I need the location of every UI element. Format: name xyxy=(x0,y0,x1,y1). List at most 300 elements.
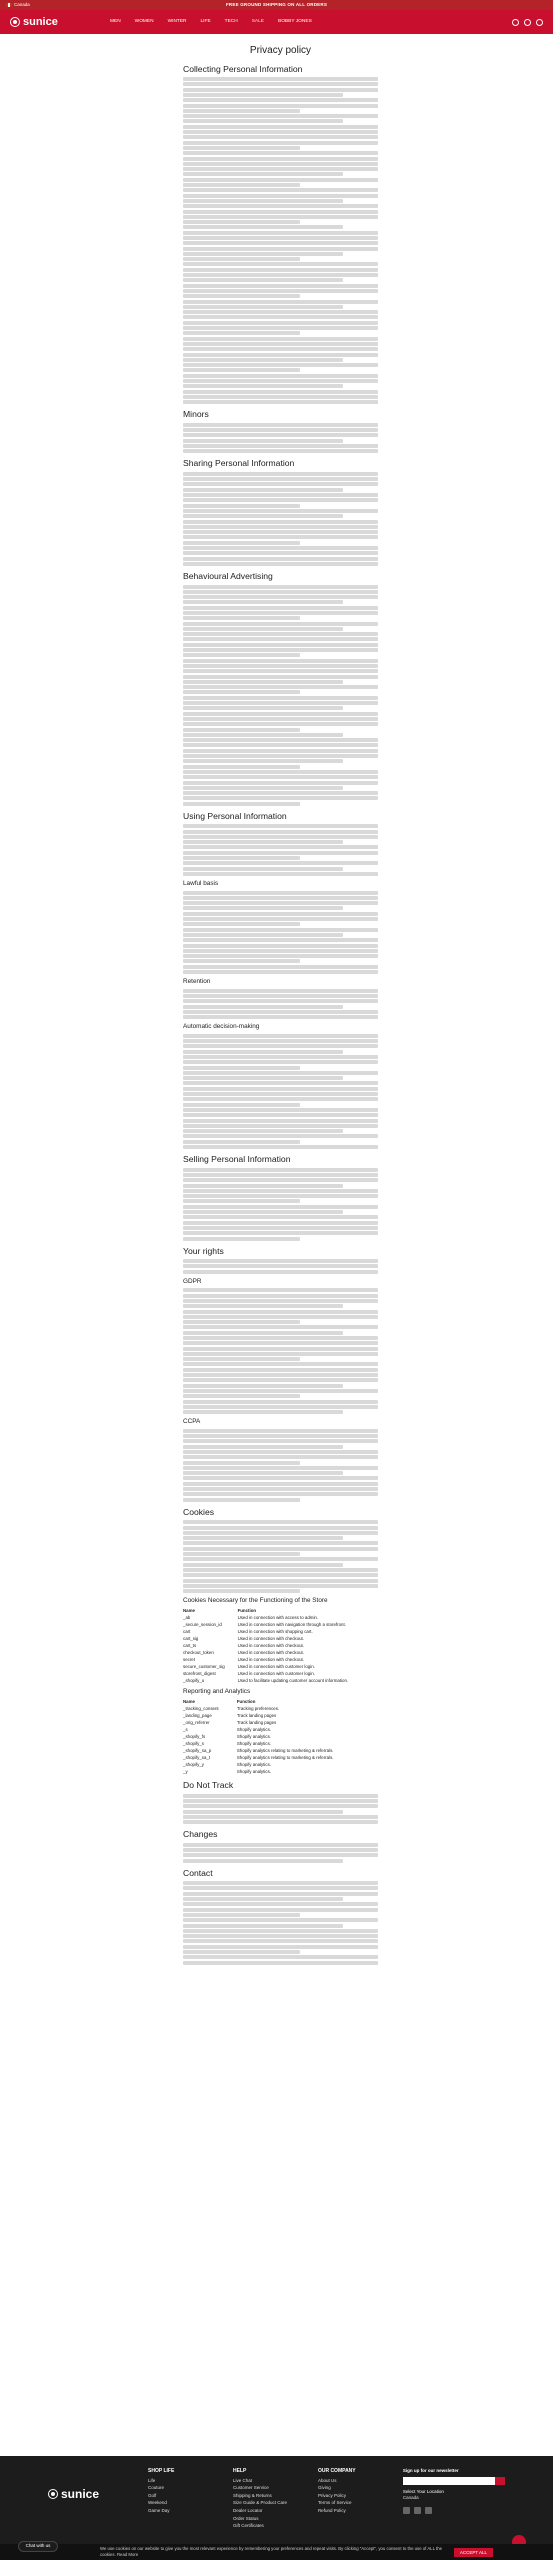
text-line xyxy=(183,477,378,481)
text-line xyxy=(183,675,378,679)
section-body xyxy=(183,891,378,974)
account-icon[interactable] xyxy=(524,19,531,26)
text-line xyxy=(183,1341,378,1345)
footer-link[interactable]: Customer Service xyxy=(232,2485,269,2491)
text-line xyxy=(183,310,378,314)
text-line xyxy=(183,611,378,615)
section-heading: Your rights xyxy=(183,1245,224,1256)
text-line xyxy=(183,1908,378,1912)
text-line xyxy=(183,1221,378,1225)
text-line xyxy=(183,363,378,367)
text-line xyxy=(183,685,378,689)
text-line xyxy=(183,944,378,948)
table-row xyxy=(183,1622,378,1629)
text-line xyxy=(183,1336,378,1340)
header-icons xyxy=(512,19,543,26)
text-line xyxy=(183,759,343,763)
text-line xyxy=(183,472,378,476)
table-row xyxy=(183,1670,378,1677)
text-line xyxy=(183,600,343,604)
section-body xyxy=(183,423,378,453)
text-line xyxy=(183,1373,378,1377)
text-line xyxy=(183,1394,300,1398)
text-line xyxy=(183,861,378,865)
newsletter-submit-button[interactable] xyxy=(495,2477,505,2485)
main-nav xyxy=(110,19,512,25)
text-line xyxy=(183,167,378,171)
footer-link[interactable]: Game Day xyxy=(148,2508,170,2513)
text-line xyxy=(183,1466,378,1470)
canada-flag-icon xyxy=(6,3,12,7)
table-cell: Used in connection with access to admin. xyxy=(237,1615,319,1621)
table-cell: Used in connection with checkout. xyxy=(237,1642,304,1648)
text-line xyxy=(183,1264,378,1268)
search-icon[interactable] xyxy=(512,19,519,26)
text-line xyxy=(183,1194,378,1198)
text-line xyxy=(183,1331,343,1335)
text-line xyxy=(183,1039,378,1043)
text-line xyxy=(183,717,378,721)
table-row xyxy=(183,1713,378,1720)
text-line xyxy=(183,1886,378,1890)
footer-link[interactable]: Shipping & Returns xyxy=(232,2492,272,2498)
table-cell: cart xyxy=(183,1629,191,1635)
table-row xyxy=(183,1629,378,1636)
text-line xyxy=(183,1215,378,1219)
text-line xyxy=(183,1848,378,1852)
text-line xyxy=(183,514,343,518)
text-line xyxy=(183,901,378,905)
text-line xyxy=(183,1173,378,1177)
table-cell: Used in connection with customer login. xyxy=(237,1670,315,1676)
table-row xyxy=(183,1768,378,1775)
text-line xyxy=(183,1913,300,1917)
section-body xyxy=(183,1843,378,1863)
accept-all-button[interactable]: ACCEPT ALL xyxy=(454,2548,493,2557)
text-line xyxy=(183,1455,378,1459)
table-cell: Used in connection with navigation through a storefront. xyxy=(237,1622,346,1628)
text-line xyxy=(183,498,378,502)
text-line xyxy=(183,262,378,266)
table-row xyxy=(183,1677,378,1684)
table-cell: Shopify analytics relating to marketing & referrals. xyxy=(236,1747,334,1753)
text-line xyxy=(183,109,300,113)
text-line xyxy=(183,1092,378,1096)
footer-link[interactable]: Dealer Locator xyxy=(232,2508,263,2513)
text-line xyxy=(183,93,343,97)
instagram-icon[interactable] xyxy=(414,2507,421,2514)
promo-text: FREE GROUND SHIPPING ON ALL ORDERS xyxy=(225,1,328,7)
text-line xyxy=(183,1108,378,1112)
facebook-icon[interactable] xyxy=(403,2507,410,2514)
text-line xyxy=(183,1315,378,1319)
text-line xyxy=(183,1347,378,1351)
text-line xyxy=(183,1119,378,1123)
table-cell: Used in connection with shopping cart. xyxy=(237,1629,313,1635)
text-line xyxy=(183,541,300,545)
table-cell: Shopify analytics. xyxy=(236,1733,272,1739)
text-line xyxy=(183,1536,343,1540)
table-cell: _s xyxy=(183,1726,188,1732)
text-line xyxy=(183,178,378,182)
section-body xyxy=(183,989,378,1019)
text-line xyxy=(183,368,300,372)
text-line xyxy=(183,525,378,529)
cookie-table-necessary xyxy=(183,1608,378,1684)
table-cell: _secure_session_id xyxy=(183,1622,222,1628)
cart-icon[interactable] xyxy=(536,19,543,26)
text-line xyxy=(183,912,378,916)
text-line xyxy=(183,342,378,346)
text-line xyxy=(183,305,343,309)
text-line xyxy=(183,954,378,958)
announcement-bar xyxy=(0,0,553,10)
text-line xyxy=(183,999,378,1003)
table-cell: Shopify analytics. xyxy=(236,1761,272,1767)
table-cell: Shopify analytics. xyxy=(236,1726,272,1732)
footer-link[interactable]: Order Status xyxy=(232,2515,259,2521)
text-line xyxy=(183,1129,343,1133)
section-body xyxy=(183,1168,378,1241)
table-cell: Used in connection with checkout. xyxy=(237,1636,304,1641)
footer-link[interactable]: Terms of Service xyxy=(317,2500,352,2506)
text-line xyxy=(183,1199,300,1203)
text-line xyxy=(183,162,378,166)
section-heading: Sharing Personal Information xyxy=(183,458,295,469)
text-line xyxy=(183,337,378,341)
text-line xyxy=(183,1288,378,1292)
footer-col-help: HELP Live Chat Customer Service Shipping & Returns Size Guide & Product Care Dealer Locator Order Status Gift Certificates xyxy=(233,2468,298,2531)
footer-link[interactable]: Live Chat xyxy=(232,2477,252,2483)
text-line xyxy=(183,1210,343,1214)
text-line xyxy=(183,321,378,325)
text-line xyxy=(183,1005,343,1009)
table-cell: checkout_token xyxy=(183,1649,214,1655)
text-line xyxy=(183,796,378,800)
text-line xyxy=(183,949,378,953)
table-cell: _shopify_y xyxy=(183,1761,204,1767)
text-line xyxy=(183,482,378,486)
text-line xyxy=(183,1076,343,1080)
page-title: Privacy policy xyxy=(249,45,312,56)
section-heading: Changes xyxy=(183,1829,218,1840)
sunice-logo-icon xyxy=(10,17,20,27)
text-line xyxy=(183,1945,378,1949)
text-line xyxy=(183,622,378,626)
footer-link[interactable]: Weekend xyxy=(148,2500,167,2506)
section-body xyxy=(183,472,378,566)
text-line xyxy=(183,959,300,963)
text-line xyxy=(183,1568,378,1572)
text-line xyxy=(183,1487,378,1491)
policy-tail-sections xyxy=(183,1780,378,1965)
text-line xyxy=(183,88,378,92)
text-line xyxy=(183,1044,378,1048)
text-line xyxy=(183,488,343,492)
cookie-table-analytics xyxy=(183,1699,378,1775)
text-line xyxy=(183,1853,378,1857)
section-heading: Reporting and Analytics xyxy=(183,1688,251,1696)
text-line xyxy=(183,146,300,150)
newsletter-email-input[interactable] xyxy=(403,2477,495,2485)
text-line xyxy=(183,1113,378,1117)
text-line xyxy=(183,722,378,726)
text-line xyxy=(183,1405,378,1409)
text-line xyxy=(183,1410,343,1414)
table-cell: _shopify_sa_p xyxy=(183,1747,212,1753)
text-line xyxy=(183,770,378,774)
footer-link[interactable]: Giving xyxy=(317,2485,331,2491)
text-line xyxy=(183,353,378,357)
text-line xyxy=(183,1579,378,1583)
text-line xyxy=(183,1357,300,1361)
footer-link[interactable]: Couture xyxy=(148,2485,165,2491)
text-line xyxy=(183,1799,378,1803)
table-cell: _landing_page xyxy=(183,1713,212,1719)
text-line xyxy=(183,643,378,647)
table-cell: Tracking preferences. xyxy=(236,1706,280,1712)
section-body xyxy=(183,1259,378,1274)
text-line xyxy=(183,1066,300,1070)
text-line xyxy=(183,1939,378,1943)
text-line xyxy=(183,933,343,937)
footer-col-shop: SHOP LIFE Life Couture Golf Weekend Game Day xyxy=(148,2468,213,2531)
logo[interactable]: sunice xyxy=(10,15,110,30)
text-line xyxy=(183,856,300,860)
text-line xyxy=(183,241,378,245)
text-line xyxy=(183,1389,378,1393)
table-cell: Track landing pages xyxy=(236,1713,277,1719)
text-line xyxy=(183,733,343,737)
text-line xyxy=(183,284,378,288)
social-links xyxy=(403,2507,505,2514)
text-line xyxy=(183,395,378,399)
text-line xyxy=(183,1547,378,1551)
text-line xyxy=(183,114,378,118)
text-line xyxy=(183,257,300,261)
text-line xyxy=(183,1476,378,1480)
text-line xyxy=(183,1804,378,1808)
text-line xyxy=(183,347,378,351)
text-line xyxy=(183,439,343,443)
text-line xyxy=(183,1140,300,1144)
section-heading: Lawful basis xyxy=(183,879,219,887)
table-cell: _ab xyxy=(183,1615,191,1621)
text-line xyxy=(183,509,378,513)
text-line xyxy=(183,712,378,716)
text-line xyxy=(183,706,343,710)
text-line xyxy=(183,1378,378,1382)
text-line xyxy=(183,1810,343,1814)
text-line xyxy=(183,119,343,123)
text-line xyxy=(183,1950,300,1954)
text-line xyxy=(183,400,378,404)
footer-link[interactable]: Refund Policy xyxy=(317,2508,346,2513)
text-line xyxy=(183,696,378,700)
footer-link[interactable]: Gift Certificates xyxy=(232,2523,264,2529)
footer-link[interactable]: About Us xyxy=(317,2477,337,2483)
section-heading: Using Personal Information xyxy=(183,810,287,821)
text-line xyxy=(183,824,378,828)
text-line xyxy=(183,315,378,319)
nav-item-life[interactable]: LIFE xyxy=(200,18,211,24)
text-line xyxy=(183,1325,378,1329)
table-cell: Used in connection with checkout. xyxy=(237,1649,304,1655)
text-line xyxy=(183,188,378,192)
footer-logo[interactable]: sunice xyxy=(48,2468,128,2531)
section-heading: CCPA xyxy=(183,1418,201,1426)
text-line xyxy=(183,1362,378,1366)
text-line xyxy=(183,965,378,969)
text-line xyxy=(183,791,378,795)
col-header: Function xyxy=(237,1607,257,1613)
table-cell: secure_customer_sig xyxy=(183,1663,225,1669)
policy-content xyxy=(183,44,378,1966)
text-line xyxy=(183,1010,378,1014)
text-line xyxy=(183,1310,378,1314)
text-line xyxy=(183,1400,378,1404)
text-line xyxy=(183,1015,378,1019)
text-line xyxy=(183,1259,378,1263)
text-line xyxy=(183,1584,378,1588)
text-line xyxy=(183,1320,300,1324)
table-cell: _shopify_s xyxy=(183,1740,204,1746)
section-heading: Contact xyxy=(183,1867,213,1878)
footer-link[interactable]: Life xyxy=(148,2477,156,2483)
nav-item-women[interactable]: WOMEN xyxy=(134,18,154,24)
nav-item-tech[interactable]: TECH xyxy=(224,18,238,24)
text-line xyxy=(183,627,343,631)
text-line xyxy=(183,1368,378,1372)
text-line xyxy=(183,616,300,620)
table-cell: _shopify_u xyxy=(183,1677,205,1683)
text-line xyxy=(183,1384,343,1388)
text-line xyxy=(183,1820,378,1824)
section-body xyxy=(183,1881,378,1964)
text-line xyxy=(183,384,343,388)
col-header: Function xyxy=(236,1698,256,1704)
text-line xyxy=(183,215,378,219)
text-line xyxy=(183,1573,378,1577)
text-line xyxy=(183,840,343,844)
text-line xyxy=(183,1237,300,1241)
text-line xyxy=(183,247,378,251)
text-line xyxy=(183,135,378,139)
table-row xyxy=(183,1761,378,1768)
text-line xyxy=(183,1461,300,1465)
text-line xyxy=(183,326,378,330)
text-line xyxy=(183,1178,378,1182)
text-line xyxy=(183,690,300,694)
text-line xyxy=(183,891,378,895)
text-line xyxy=(183,1498,300,1502)
table-cell: _tracking_consent xyxy=(183,1706,219,1712)
table-cell: Used to facilitate updating customer account information. xyxy=(237,1677,349,1683)
text-line xyxy=(183,379,378,383)
table-row xyxy=(183,1636,378,1643)
text-line xyxy=(183,557,378,561)
section-heading: Behavioural Advertising xyxy=(183,570,273,581)
nav-item-sale[interactable]: SALE xyxy=(251,18,264,24)
chat-button[interactable]: Chat with us xyxy=(18,2541,58,2552)
text-line xyxy=(183,632,378,636)
text-line xyxy=(183,970,378,974)
table-row xyxy=(183,1615,378,1622)
table-row xyxy=(183,1656,378,1663)
table-cell: Track landing pages xyxy=(236,1720,277,1726)
text-line xyxy=(183,595,378,599)
text-line xyxy=(183,1526,378,1530)
text-line xyxy=(183,1145,378,1149)
text-line xyxy=(183,210,378,214)
text-line xyxy=(183,289,378,293)
text-line xyxy=(183,1205,378,1209)
nav-item-men[interactable]: MEN xyxy=(110,18,121,24)
footer-col-company: OUR COMPANY About Us Giving Privacy Policy Terms of Service Refund Policy xyxy=(318,2468,383,2531)
table-cell: _y xyxy=(183,1768,188,1774)
footer-link[interactable]: Privacy Policy xyxy=(317,2492,346,2498)
text-line xyxy=(183,1897,343,1901)
section-body xyxy=(183,1288,378,1414)
text-line xyxy=(183,1482,378,1486)
section-heading: GDPR xyxy=(183,1277,202,1285)
site-header xyxy=(0,10,553,34)
footer-link[interactable]: Size Guide & Product Care xyxy=(232,2500,287,2506)
text-line xyxy=(183,449,378,453)
col-header: Name xyxy=(183,1607,195,1613)
text-line xyxy=(183,922,300,926)
text-line xyxy=(183,1097,378,1101)
section-body xyxy=(183,585,378,806)
text-line xyxy=(183,906,343,910)
table-cell: storefront_digest xyxy=(183,1670,216,1676)
text-line xyxy=(183,77,378,81)
country-selector[interactable]: Canada xyxy=(6,2,66,8)
text-line xyxy=(183,775,378,779)
section-body xyxy=(183,77,378,404)
text-line xyxy=(183,1563,343,1567)
footer-link[interactable]: Golf xyxy=(148,2492,157,2498)
newsletter: Sign up for our newsletter Select Your Location Canada xyxy=(403,2468,505,2531)
section-body xyxy=(183,824,378,876)
table-row xyxy=(183,1754,378,1761)
text-line xyxy=(183,680,343,684)
text-line xyxy=(183,1955,378,1959)
text-line xyxy=(183,104,378,108)
text-line xyxy=(183,551,378,555)
nav-item-bobby-jones[interactable]: BOBBY JONES xyxy=(278,18,312,24)
text-line xyxy=(183,546,378,550)
text-line xyxy=(183,493,378,497)
text-line xyxy=(183,648,378,652)
text-line xyxy=(183,1050,343,1054)
nav-item-winter[interactable]: WINTER xyxy=(167,18,187,24)
table-cell: _shopify_sa_t xyxy=(183,1754,211,1760)
text-line xyxy=(183,278,343,282)
table-cell: Used in connection with checkout. xyxy=(237,1656,304,1662)
text-line xyxy=(183,98,378,102)
text-line xyxy=(183,749,378,753)
location-select[interactable]: Canada xyxy=(402,2495,419,2501)
text-line xyxy=(183,1471,343,1475)
text-line xyxy=(183,1541,378,1545)
youtube-icon[interactable] xyxy=(425,2507,432,2514)
text-line xyxy=(183,1843,378,1847)
text-line xyxy=(183,1087,378,1091)
table-cell: Shopify analytics. xyxy=(236,1740,272,1746)
text-line xyxy=(183,738,378,742)
text-line xyxy=(183,1589,300,1593)
